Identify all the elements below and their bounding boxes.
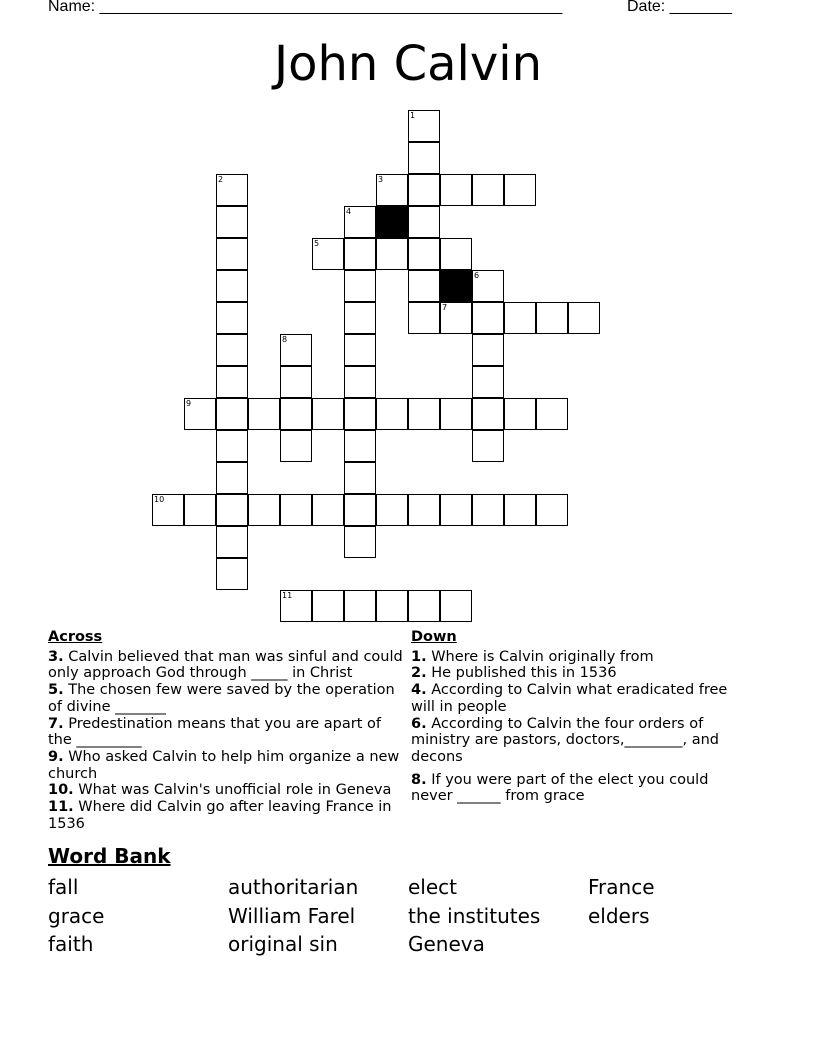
crossword-cell[interactable] [344, 590, 376, 622]
crossword-cell[interactable] [152, 494, 184, 526]
crossword-cell[interactable] [408, 302, 440, 334]
crossword-cell[interactable] [440, 302, 472, 334]
crossword-cell[interactable] [504, 398, 536, 430]
crossword-cell[interactable] [536, 398, 568, 430]
word-bank-item: grace [48, 904, 105, 928]
crossword-cell[interactable] [408, 174, 440, 206]
crossword-cell[interactable] [472, 398, 504, 430]
clue-number: 2 [218, 175, 224, 184]
crossword-cell[interactable] [344, 494, 376, 526]
crossword-cell[interactable] [472, 366, 504, 398]
crossword-cell[interactable] [280, 590, 312, 622]
crossword-cell[interactable] [472, 430, 504, 462]
word-bank-item: elders [588, 904, 650, 928]
crossword-cell[interactable] [504, 302, 536, 334]
crossword-cell[interactable] [216, 334, 248, 366]
crossword-cell[interactable] [216, 206, 248, 238]
crossword-cell[interactable] [280, 430, 312, 462]
down-clue: 4. According to Calvin what eradicated free will in people [411, 682, 728, 715]
across-heading: Across [48, 629, 103, 645]
crossword-cell[interactable] [472, 174, 504, 206]
crossword-cell[interactable] [344, 334, 376, 366]
crossword-cell[interactable] [408, 142, 440, 174]
clue-number: 4 [346, 207, 352, 216]
crossword-cell[interactable] [280, 494, 312, 526]
across-clue: 5. The chosen few were saved by the operation of divine _______ [48, 682, 395, 715]
crossword-cell[interactable] [504, 494, 536, 526]
clue-number: 9 [186, 399, 192, 408]
clue-number: 3 [378, 175, 384, 184]
crossword-cell[interactable] [344, 238, 376, 270]
crossword-cell[interactable] [344, 206, 376, 238]
across-clue: 10. What was Calvin's unofficial role in Geneva [48, 782, 392, 799]
crossword-cell[interactable] [472, 334, 504, 366]
crossword-cell[interactable] [216, 526, 248, 558]
down-clue: 8. If you were part of the elect you could never ______ from grace [411, 771, 709, 805]
crossword-cell[interactable] [440, 238, 472, 270]
crossword-cell[interactable] [472, 302, 504, 334]
crossword-cell[interactable] [312, 238, 344, 270]
crossword-cell[interactable] [344, 270, 376, 302]
crossword-cell[interactable] [440, 494, 472, 526]
crossword-cell[interactable] [312, 590, 344, 622]
page-title: John Calvin [273, 36, 543, 92]
crossword-cell[interactable] [472, 270, 504, 302]
crossword-cell[interactable] [344, 398, 376, 430]
clue-number: 10 [154, 495, 165, 504]
down-heading: Down [411, 629, 457, 645]
crossword-cell[interactable] [344, 302, 376, 334]
crossword-cell[interactable] [280, 366, 312, 398]
crossword-cell[interactable] [440, 398, 472, 430]
crossword-cell[interactable] [536, 494, 568, 526]
word-bank-item: Geneva [408, 932, 485, 956]
crossword-cell[interactable] [216, 174, 248, 206]
crossword-cell[interactable] [344, 366, 376, 398]
clue-number: 8 [282, 335, 288, 344]
word-bank-item: William Farel [228, 904, 356, 928]
crossword-cell[interactable] [280, 334, 312, 366]
black-square [440, 270, 472, 302]
crossword-cell[interactable] [216, 366, 248, 398]
word-bank-item: fall [48, 875, 79, 899]
crossword-cell[interactable] [216, 302, 248, 334]
crossword-cell[interactable] [568, 302, 600, 334]
crossword-cell[interactable] [184, 494, 216, 526]
down-clue: 6. According to Calvin the four orders of ministry are pastors, doctors,________, and decons [411, 715, 719, 765]
clue-number: 6 [474, 271, 480, 280]
black-square [376, 206, 408, 238]
clue-number: 7 [442, 303, 448, 312]
crossword-cell[interactable] [408, 206, 440, 238]
crossword-cell[interactable] [376, 494, 408, 526]
crossword-cell[interactable] [408, 238, 440, 270]
crossword-cell[interactable] [504, 174, 536, 206]
crossword-cell[interactable] [440, 174, 472, 206]
crossword-cell[interactable] [376, 398, 408, 430]
crossword-cell[interactable] [216, 430, 248, 462]
word-bank-item: authoritarian [228, 875, 359, 899]
clue-number: 1 [410, 111, 416, 120]
crossword-cell[interactable] [408, 110, 440, 142]
crossword-cell[interactable] [408, 270, 440, 302]
crossword-cell[interactable] [184, 398, 216, 430]
crossword-cell[interactable] [216, 558, 248, 590]
crossword-cell[interactable] [344, 430, 376, 462]
crossword-cell[interactable] [216, 270, 248, 302]
crossword-cell[interactable] [216, 398, 248, 430]
crossword-cell[interactable] [216, 494, 248, 526]
word-bank-item: elect [408, 875, 458, 899]
across-clue: 11. Where did Calvin go after leaving France in 1536 [48, 799, 392, 832]
crossword-cell[interactable] [312, 398, 344, 430]
word-bank-item: original sin [228, 932, 338, 956]
word-bank-title: Word Bank [48, 844, 171, 868]
crossword-cell[interactable] [216, 238, 248, 270]
crossword-cell[interactable] [248, 398, 280, 430]
across-clues [48, 629, 408, 832]
down-clue: 2. He published this in 1536 [411, 665, 617, 682]
crossword-cell[interactable] [216, 462, 248, 494]
crossword-cell[interactable] [376, 590, 408, 622]
crossword-cell[interactable] [376, 174, 408, 206]
crossword-cell[interactable] [248, 494, 280, 526]
crossword-cell[interactable] [312, 494, 344, 526]
across-clue: 9. Who asked Calvin to help him organize a new church [48, 748, 400, 782]
down-clues [411, 629, 751, 805]
word-bank-item: France [588, 875, 655, 899]
crossword-cell[interactable] [344, 462, 376, 494]
crossword-cell[interactable] [408, 494, 440, 526]
name-field-line: Name: ____________________________________________________ [48, 0, 563, 15]
crossword-cell[interactable] [536, 302, 568, 334]
across-clue: 3. Calvin believed that man was sinful and could only approach God through _____ in Christ [48, 648, 403, 682]
crossword-cell[interactable] [280, 398, 312, 430]
clue-number: 5 [314, 239, 320, 248]
date-field-line: Date: _______ [627, 0, 732, 15]
word-bank-item: faith [48, 932, 94, 956]
word-bank-item: the institutes [408, 904, 541, 928]
across-clue: 7. Predestination means that you are apart of the _________ [48, 715, 381, 749]
crossword-cell[interactable] [344, 526, 376, 558]
down-clue: 1. Where is Calvin originally from [411, 648, 654, 665]
crossword-cell[interactable] [408, 590, 440, 622]
clue-number: 11 [282, 591, 293, 600]
crossword-cell[interactable] [472, 494, 504, 526]
crossword-cell[interactable] [408, 398, 440, 430]
crossword-cell[interactable] [440, 590, 472, 622]
crossword-cell[interactable] [376, 238, 408, 270]
